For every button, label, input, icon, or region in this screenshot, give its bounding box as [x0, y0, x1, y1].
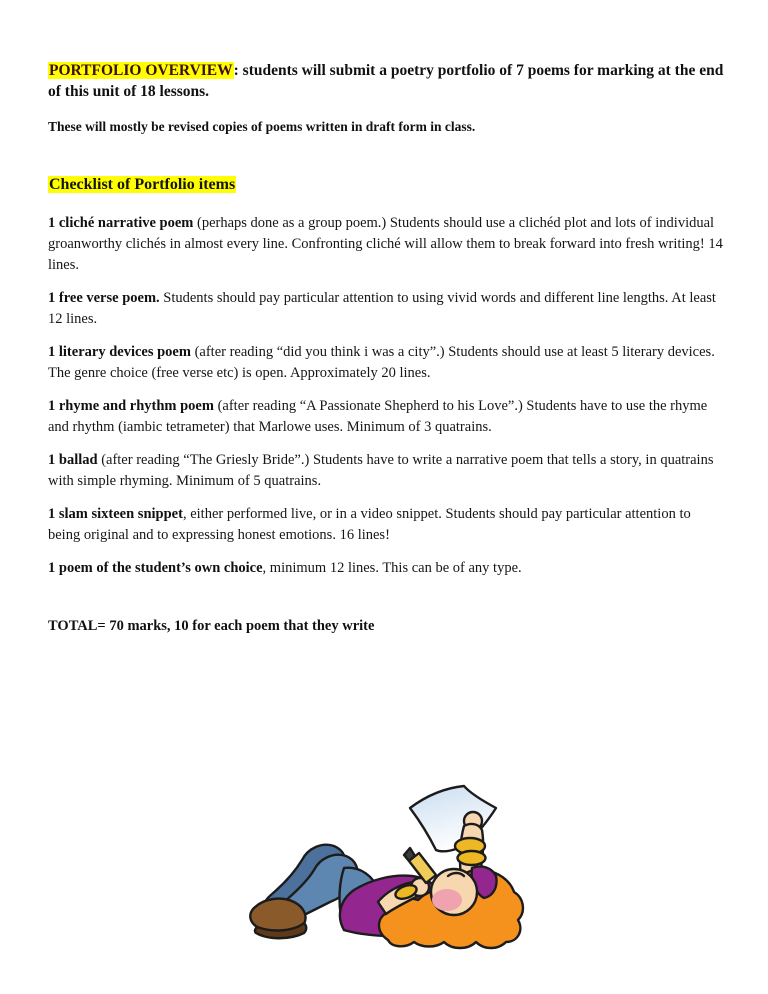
total-marks-line: TOTAL= 70 marks, 10 for each poem that they write [48, 618, 375, 634]
portfolio-overview-paragraph [48, 60, 724, 102]
checklist-heading-highlight: Checklist of Portfolio items [49, 176, 236, 193]
checklist-item-ballad [48, 450, 724, 492]
item-lead: 1 free verse poem. [48, 290, 160, 306]
item-lead: 1 poem of the student’s own choice [48, 560, 263, 576]
item-body: (after reading “did you think i was a city”.) Students should use at least 5 literary devices. The genre choice (free verse etc) is open. Approximately 20 lines. [48, 344, 715, 381]
item-lead: 1 rhyme and rhythm poem [48, 398, 214, 414]
checklist-item-free-verse [48, 288, 724, 330]
item-body: , minimum 12 lines. This can be of any type. [262, 560, 522, 576]
checklist-item-rhyme-rhythm [48, 396, 724, 438]
checklist-item-slam-sixteen [48, 504, 724, 546]
checklist-items [48, 213, 724, 579]
checklist-item-own-choice [48, 558, 724, 579]
item-lead: 1 literary devices poem [48, 344, 191, 360]
gold-bangle-lower [458, 851, 486, 865]
checklist-heading [48, 174, 724, 196]
portfolio-overview-text: : students will submit a poetry portfolio of 7 poems for marking at the end of this unit of 18 lessons. [48, 62, 724, 100]
blush-cheek [432, 889, 462, 911]
item-body: , either performed live, or in a video snippet. Students should pay particular attention to being original and to expressing honest emotions. 16 lines! [48, 506, 691, 543]
checklist-item-literary-devices [48, 342, 724, 384]
checklist-item-cliche-narrative [48, 213, 724, 276]
item-body: Students should pay particular attention to using vivid words and different line lengths. At least 12 lines. [48, 290, 716, 327]
portfolio-overview-highlight: PORTFOLIO OVERVIEW [49, 62, 233, 79]
item-body: (after reading “The Griesly Bride”.) Students have to write a narrative poem that tells a story, in quatrains with simple rhyming. Minimum of 5 quatrains. [48, 452, 714, 489]
item-lead: 1 cliché narrative poem [48, 215, 194, 231]
document-content [48, 60, 724, 637]
lying-writer-svg [240, 780, 530, 952]
lying-writer-illustration [240, 780, 530, 952]
revision-note: These will mostly be revised copies of poems written in draft form in class. [48, 119, 476, 134]
item-body: (after reading “A Passionate Shepherd to his Love”.) Students have to use the rhyme and rhythm (iambic tetrameter) that Marlowe uses. Minimum of 3 quatrains. [48, 398, 708, 435]
item-body: (perhaps done as a group poem.) Students should use a clichéd plot and lots of individual groanworthy clichés in almost every line. Confronting cliché will allow them to break forward into fresh writing! 14 lines. [48, 215, 723, 273]
item-lead: 1 slam sixteen snippet [48, 506, 183, 522]
item-lead: 1 ballad [48, 452, 98, 468]
